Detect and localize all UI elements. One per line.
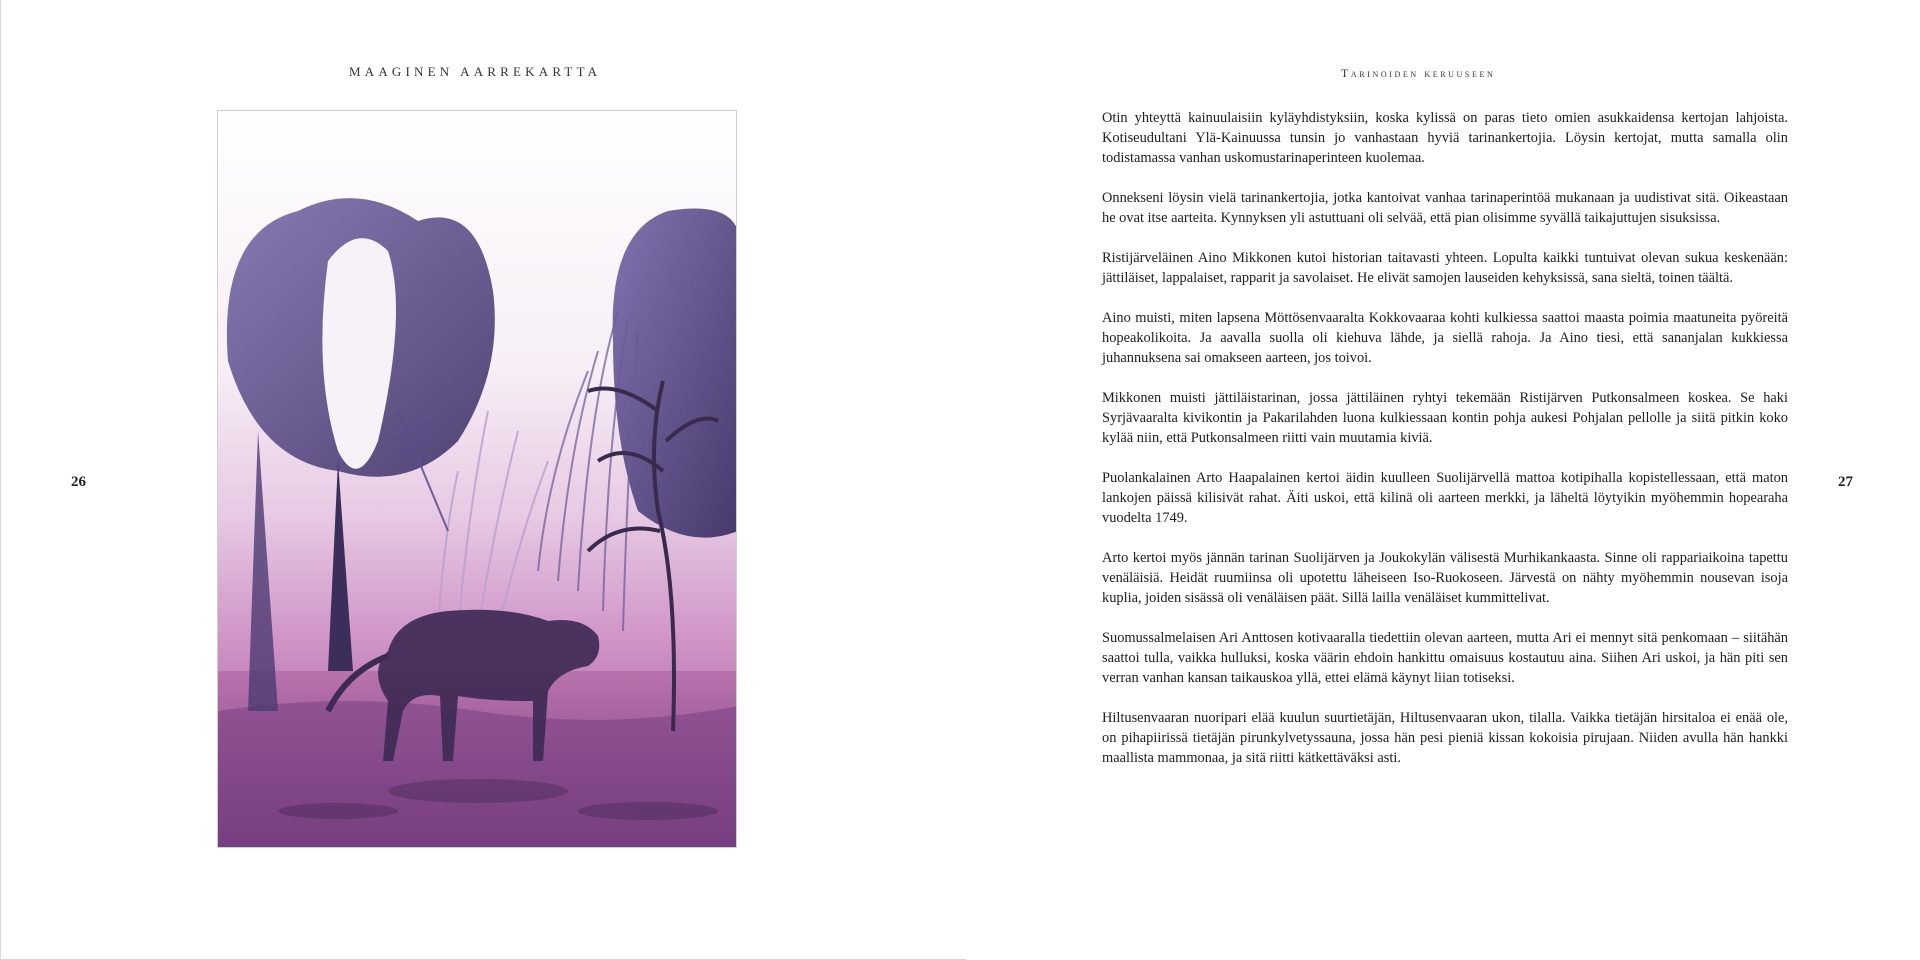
running-head-left: MAAGINEN AARREKARTTA: [349, 64, 602, 79]
illustration-svg: [218, 111, 737, 848]
paragraph: Suomussalmelaisen Ari Anttosen kotivaaralla tiedettiin olevan aarteen, mutta Ari ei mennyt sitä penkomaan – siitähän saattoi tulla, vaikka hulluksi, koska väärin ehdoin hankittu omaisuus kostautuu aina. Siihen Ari uskoi, ja hän piti sen verran vanhan kansan taikauskoa yllä, ettei elämä käynyt liian totiseksi.: [1102, 630, 1788, 686]
running-head-right: Tarinoiden keruuseen: [1341, 66, 1496, 80]
paragraph: Mikkonen muisti jättiläistarinan, jossa jättiläinen ryhtyi tekemään Ristijärven Putkonsalmeen koskea. Se haki Syrjävaaralta kivikontin ja Pakarilahden luona kulkiessaan kontin pohja aukesi Pohjalan pellolle ja siitä pitkin koko kylää niin, että Putkonsalmeen riitti vain muutamia kiviä.: [1102, 390, 1788, 446]
paragraph: Onnekseni löysin vielä tarinankertojia, jotka kantoivat vanhaa tarinaperintöä mukanaan ja uudistivat sitä. Oikeastaan he ovat itse aarteita. Kynnyksen yli astuttuani oli selvää, että pian olisimme syvällä taikajuttujen sisuksissa.: [1102, 190, 1788, 226]
paragraph: Hiltusenvaaran nuoripari elää kuulun suurtietäjän, Hiltusenvaaran ukon, tilalla. Vaikka tietäjän hirsitaloa ei enää ole, on pihapiirissä tietäjän pirunkylvetyssauna, jossa hän pesi pieniä kissan kokoisia pirujaan. Niiden avulla hän hankki maallista mammonaa, ja sitä riitti kätkettäväksi asti.: [1102, 710, 1788, 766]
page-number-left: 26: [71, 474, 86, 490]
page-number-right: 27: [1838, 474, 1853, 490]
paragraph: Aino muisti, miten lapsena Möttösenvaaralta Kokkovaaraa kohti kulkiessa saattoi maasta poimia maatuneita pyöreitä hopeakolikoita. Ja aavalla suolla oli kiehuva lähde, ja siellä rahoja. Ja Aino tiesi, että sananjalan kukkiessa juhannuksena sai omakseen aarteen, jos toivoi.: [1102, 310, 1788, 366]
paragraph: Otin yhteyttä kainuulaisiin kyläyhdistyksiin, koska kylissä on paras tieto omien asukkaidensa kertojan lahjoista. Kotiseudultani Ylä-Kainuussa tunsin jo vanhastaan hyviä tarinankertojia. Löysin kertojat, mutta samalla olin todistamassa vanhan uskomustarinaperinteen kuolemaa.: [1102, 110, 1788, 166]
paragraph: Ristijärveläinen Aino Mikkonen kutoi historian taitavasti yhteen. Lopulta kaikki tuntuivat olevan sukua keskenään: jättiläiset, lappalaiset, rapparit ja savolaiset. He elivät samojen lauseiden kehyksissä, sana sieltä, toinen täältä.: [1102, 250, 1788, 286]
illustration-wolf-forest: [217, 110, 737, 848]
right-page: [966, 0, 1920, 960]
body-text: [1102, 108, 1788, 788]
paragraph: Puolankalainen Arto Haapalainen kertoi äidin kuulleen Suolijärvellä mattoa kotipihalla kopistellessaan, että maton lankojen päissä kilisivät rahat. Äiti uskoi, että kilinä oli aarteen merkki, ja läheltä löytyikin myöhemmin hopearaha vuodelta 1749.: [1102, 470, 1788, 526]
paragraph: Arto kertoi myös jännän tarinan Suolijärven ja Joukokylän välisestä Murhikankaasta. Sinne oli rappariaikoina tapettu venäläisiä. Heidät ruumiinsa oli upotettu läheiseen Iso-Ruokoseen. Järvestä on nähty myöhemmin nousevan isoja kuplia, joiden sisässä oli venäläisen päät. Sillä lailla venäläiset kummittelivat.: [1102, 550, 1788, 606]
